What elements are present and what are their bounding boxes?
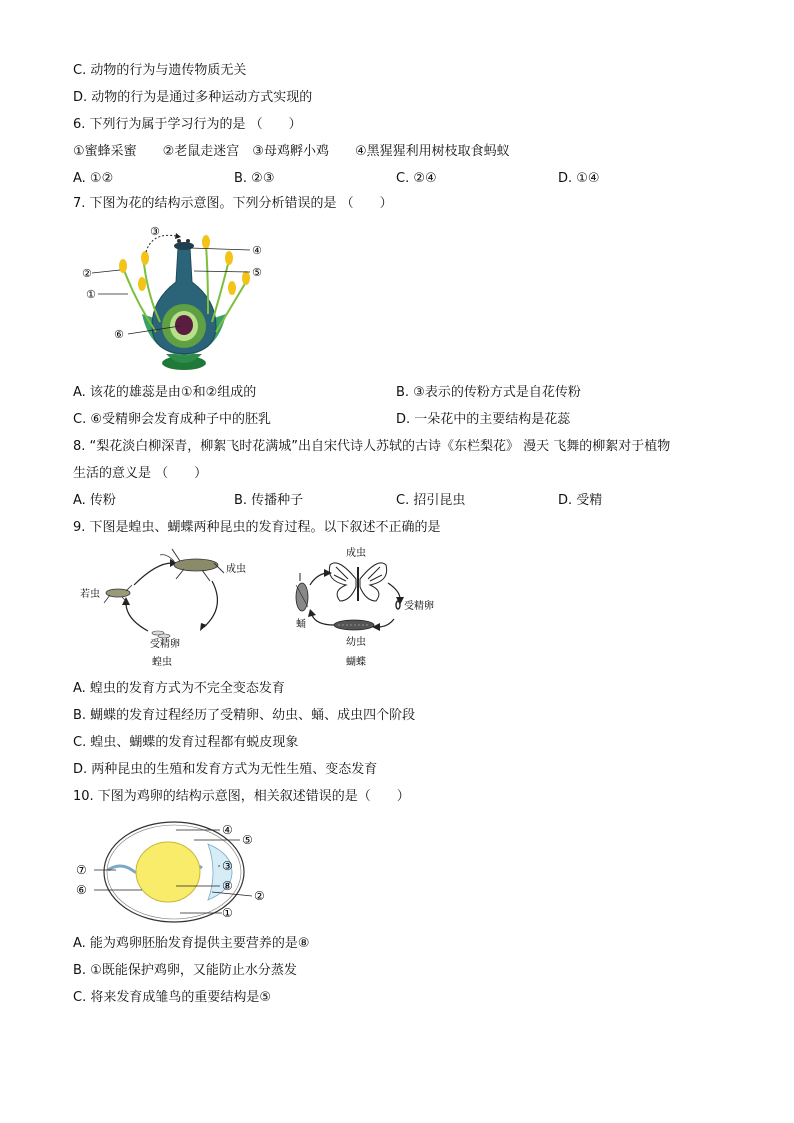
q8-option-d: D. 受精 [558, 493, 603, 508]
flower-label-4: ④ [252, 244, 262, 257]
egg-label-1: ① [222, 906, 233, 920]
butterfly-larva-icon [334, 620, 374, 630]
butterfly-larva-label: 幼虫 [346, 637, 366, 648]
flower-label-1: ① [86, 288, 96, 301]
flower-label-2: ② [82, 267, 92, 280]
locust-lifecycle-diagram [76, 545, 266, 671]
butterfly-pupa-icon [296, 573, 308, 611]
q8-option-a: A. 传粉 [73, 493, 116, 508]
q5-option-c: C. 动物的行为与遗传物质无关 [73, 63, 247, 78]
q5-option-d: D. 动物的行为是通过多种运动方式实现的 [73, 90, 313, 105]
q7-option-a: A. 该花的雄蕊是由①和②组成的 [73, 385, 257, 400]
egg-label-6: ⑥ [76, 883, 87, 897]
q6-stem: 6. 下列行为属于学习行为的是 （ ） [73, 117, 302, 132]
locust-nymph-icon [104, 585, 132, 603]
egg-label-2: ② [254, 889, 265, 903]
q9-option-a: A. 蝗虫的发育方式为不完全变态发育 [73, 681, 285, 696]
butterfly-adult-label: 成虫 [346, 548, 366, 559]
flower-label-6: ⑥ [114, 328, 124, 341]
locust-adult-icon [160, 549, 224, 581]
q7-option-b: B. ③表示的传粉方式是自花传粉 [396, 385, 581, 400]
egg-label-3: ③ [222, 859, 233, 873]
butterfly-adult-icon [329, 563, 386, 601]
q6-option-c: C. ②④ [396, 171, 437, 186]
butterfly-egg-label: 受精卵 [404, 601, 434, 612]
egg-label-8: ⑧ [222, 879, 233, 893]
egg-label-4: ④ [222, 823, 233, 837]
q8-stem-line1: 8. “梨花淡白柳深青，柳絮飞时花满城”出自宋代诗人苏轼的古诗《东栏梨花》 漫天 飞舞的柳絮对于植物 [73, 439, 671, 454]
locust-egg-label: 受精卵 [150, 639, 180, 650]
q6-option-a: A. ①② [73, 171, 114, 186]
q10-option-a: A. 能为鸡卵胚胎发育提供主要营养的是⑧ [73, 936, 310, 951]
q7-option-d: D. 一朵花中的主要结构是花蕊 [396, 412, 571, 427]
q10-option-c: C. 将来发育成雏鸟的重要结构是⑤ [73, 990, 271, 1005]
q6-items: ①蜜蜂采蜜 ②老鼠走迷宫 ③母鸡孵小鸡 ④黑猩猩利用树枝取食蚂蚁 [73, 144, 510, 159]
butterfly-egg-icon [396, 601, 400, 609]
q10-stem: 10. 下图为鸡卵的结构示意图，相关叙述错误的是（ ） [73, 789, 410, 804]
butterfly-pupa-label: 蛹 [296, 619, 306, 630]
locust-nymph-label: 若虫 [80, 589, 100, 600]
locust-adult-label: 成虫 [226, 564, 246, 575]
q7-option-c: C. ⑥受精卵会发育成种子中的胚乳 [73, 412, 271, 427]
flower-diagram [80, 222, 280, 374]
q6-option-d: D. ①④ [558, 171, 600, 186]
flower-label-5: ⑤ [252, 266, 262, 279]
q9-stem: 9. 下图是蝗虫、蝴蝶两种昆虫的发育过程。以下叙述不正确的是 [73, 520, 441, 535]
q9-option-d: D. 两种昆虫的生殖和发育方式为无性生殖、变态发育 [73, 762, 378, 777]
flower-label-3: ③ [150, 225, 160, 238]
butterfly-caption: 蝴蝶 [346, 657, 366, 668]
egg-label-7: ⑦ [76, 863, 87, 877]
locust-caption: 蝗虫 [152, 657, 172, 668]
q8-option-b: B. 传播种子 [234, 493, 304, 508]
locust-egg-icon [152, 631, 170, 638]
q10-option-b: B. ①既能保护鸡卵，又能防止水分蒸发 [73, 963, 297, 978]
q8-option-c: C. 招引昆虫 [396, 493, 466, 508]
butterfly-lifecycle-diagram [286, 545, 446, 671]
q6-option-b: B. ②③ [234, 171, 275, 186]
q7-stem: 7. 下图为花的结构示意图。下列分析错误的是 （ ） [73, 196, 393, 211]
q8-stem-line2: 生活的意义是 （ ） [73, 466, 208, 481]
q9-option-c: C. 蝗虫、蝴蝶的发育过程都有蜕皮现象 [73, 735, 299, 750]
egg-diagram [72, 818, 272, 926]
egg-label-5: ⑤ [242, 833, 253, 847]
q9-option-b: B. 蝴蝶的发育过程经历了受精卵、幼虫、蛹、成虫四个阶段 [73, 708, 416, 723]
